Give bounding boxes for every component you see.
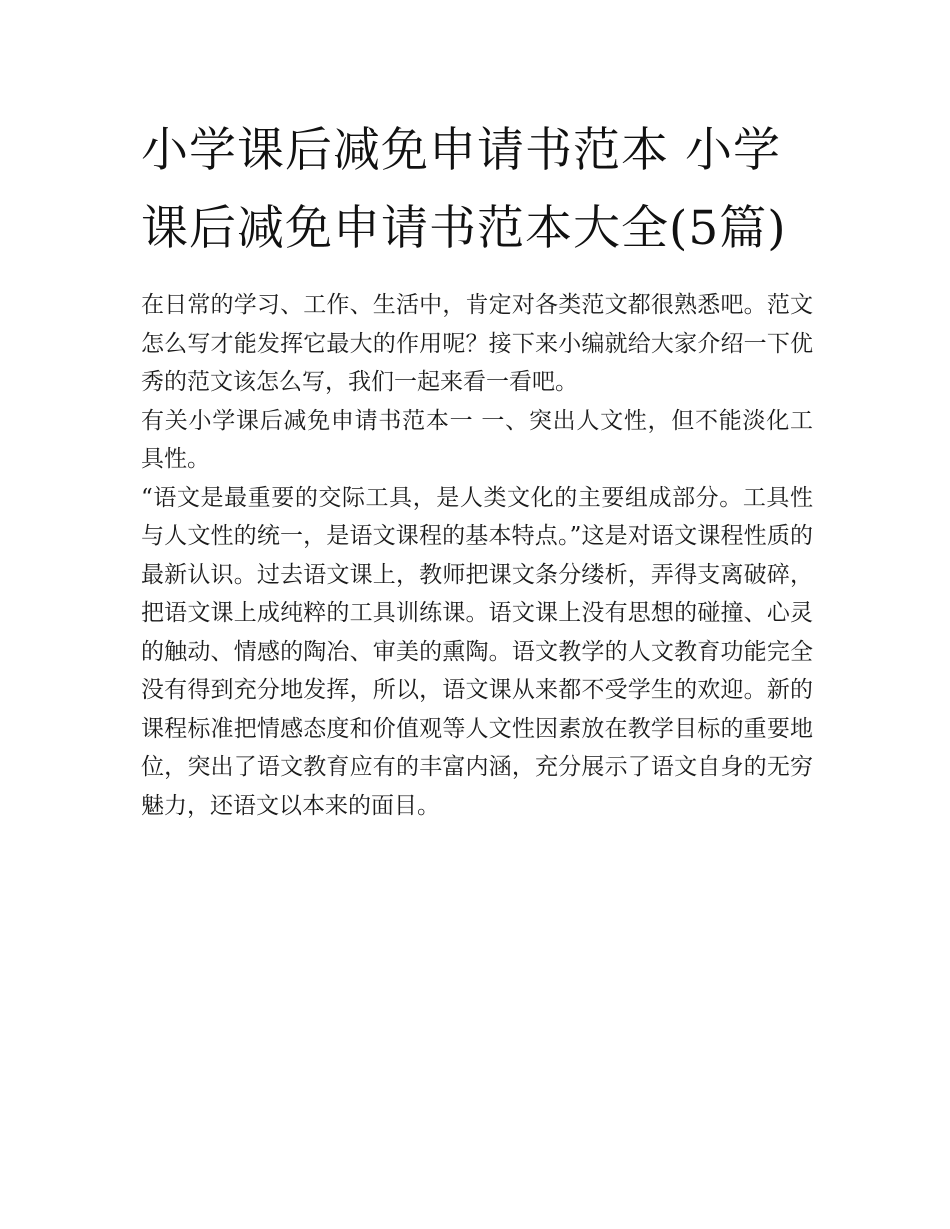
document-body	[141, 112, 813, 825]
body-paragraph: “语文是最重要的交际工具，是人类文化的主要组成部分。工具性与人文性的统一，是语文课程的基本特点。”这是对语文课程性质的最新认识。过去语文课上，教师把课文条分缕析，弄得支离破碎，把语文课上成纯粹的工具训练课。语文课上没有思想的碰撞、心灵的触动、情感的陶冶、审美的熏陶。语文教学的人文教育功能完全没有得到充分地发挥，所以，语文课从来都不受学生的欢迎。新的课程标准把情感态度和价值观等人文性因素放在教学目标的重要地位，突出了语文教育应有的丰富内涵，充分展示了语文自身的无穷魅力，还语文以本来的面目。	[141, 484, 813, 819]
intro-paragraph: 在日常的学习、工作、生活中，肯定对各类范文都很熟悉吧。范文怎么写才能发挥它最大的作用呢？接下来小编就给大家介绍一下优秀的范文该怎么写，我们一起来看一看吧。	[141, 292, 813, 395]
section-heading-paragraph: 有关小学课后减免申请书范本一 一、突出人文性，但不能淡化工具性。	[141, 407, 813, 472]
document-title: 小学课后减免申请书范本 小学课后减免申请书范本大全(5篇)	[141, 123, 787, 256]
